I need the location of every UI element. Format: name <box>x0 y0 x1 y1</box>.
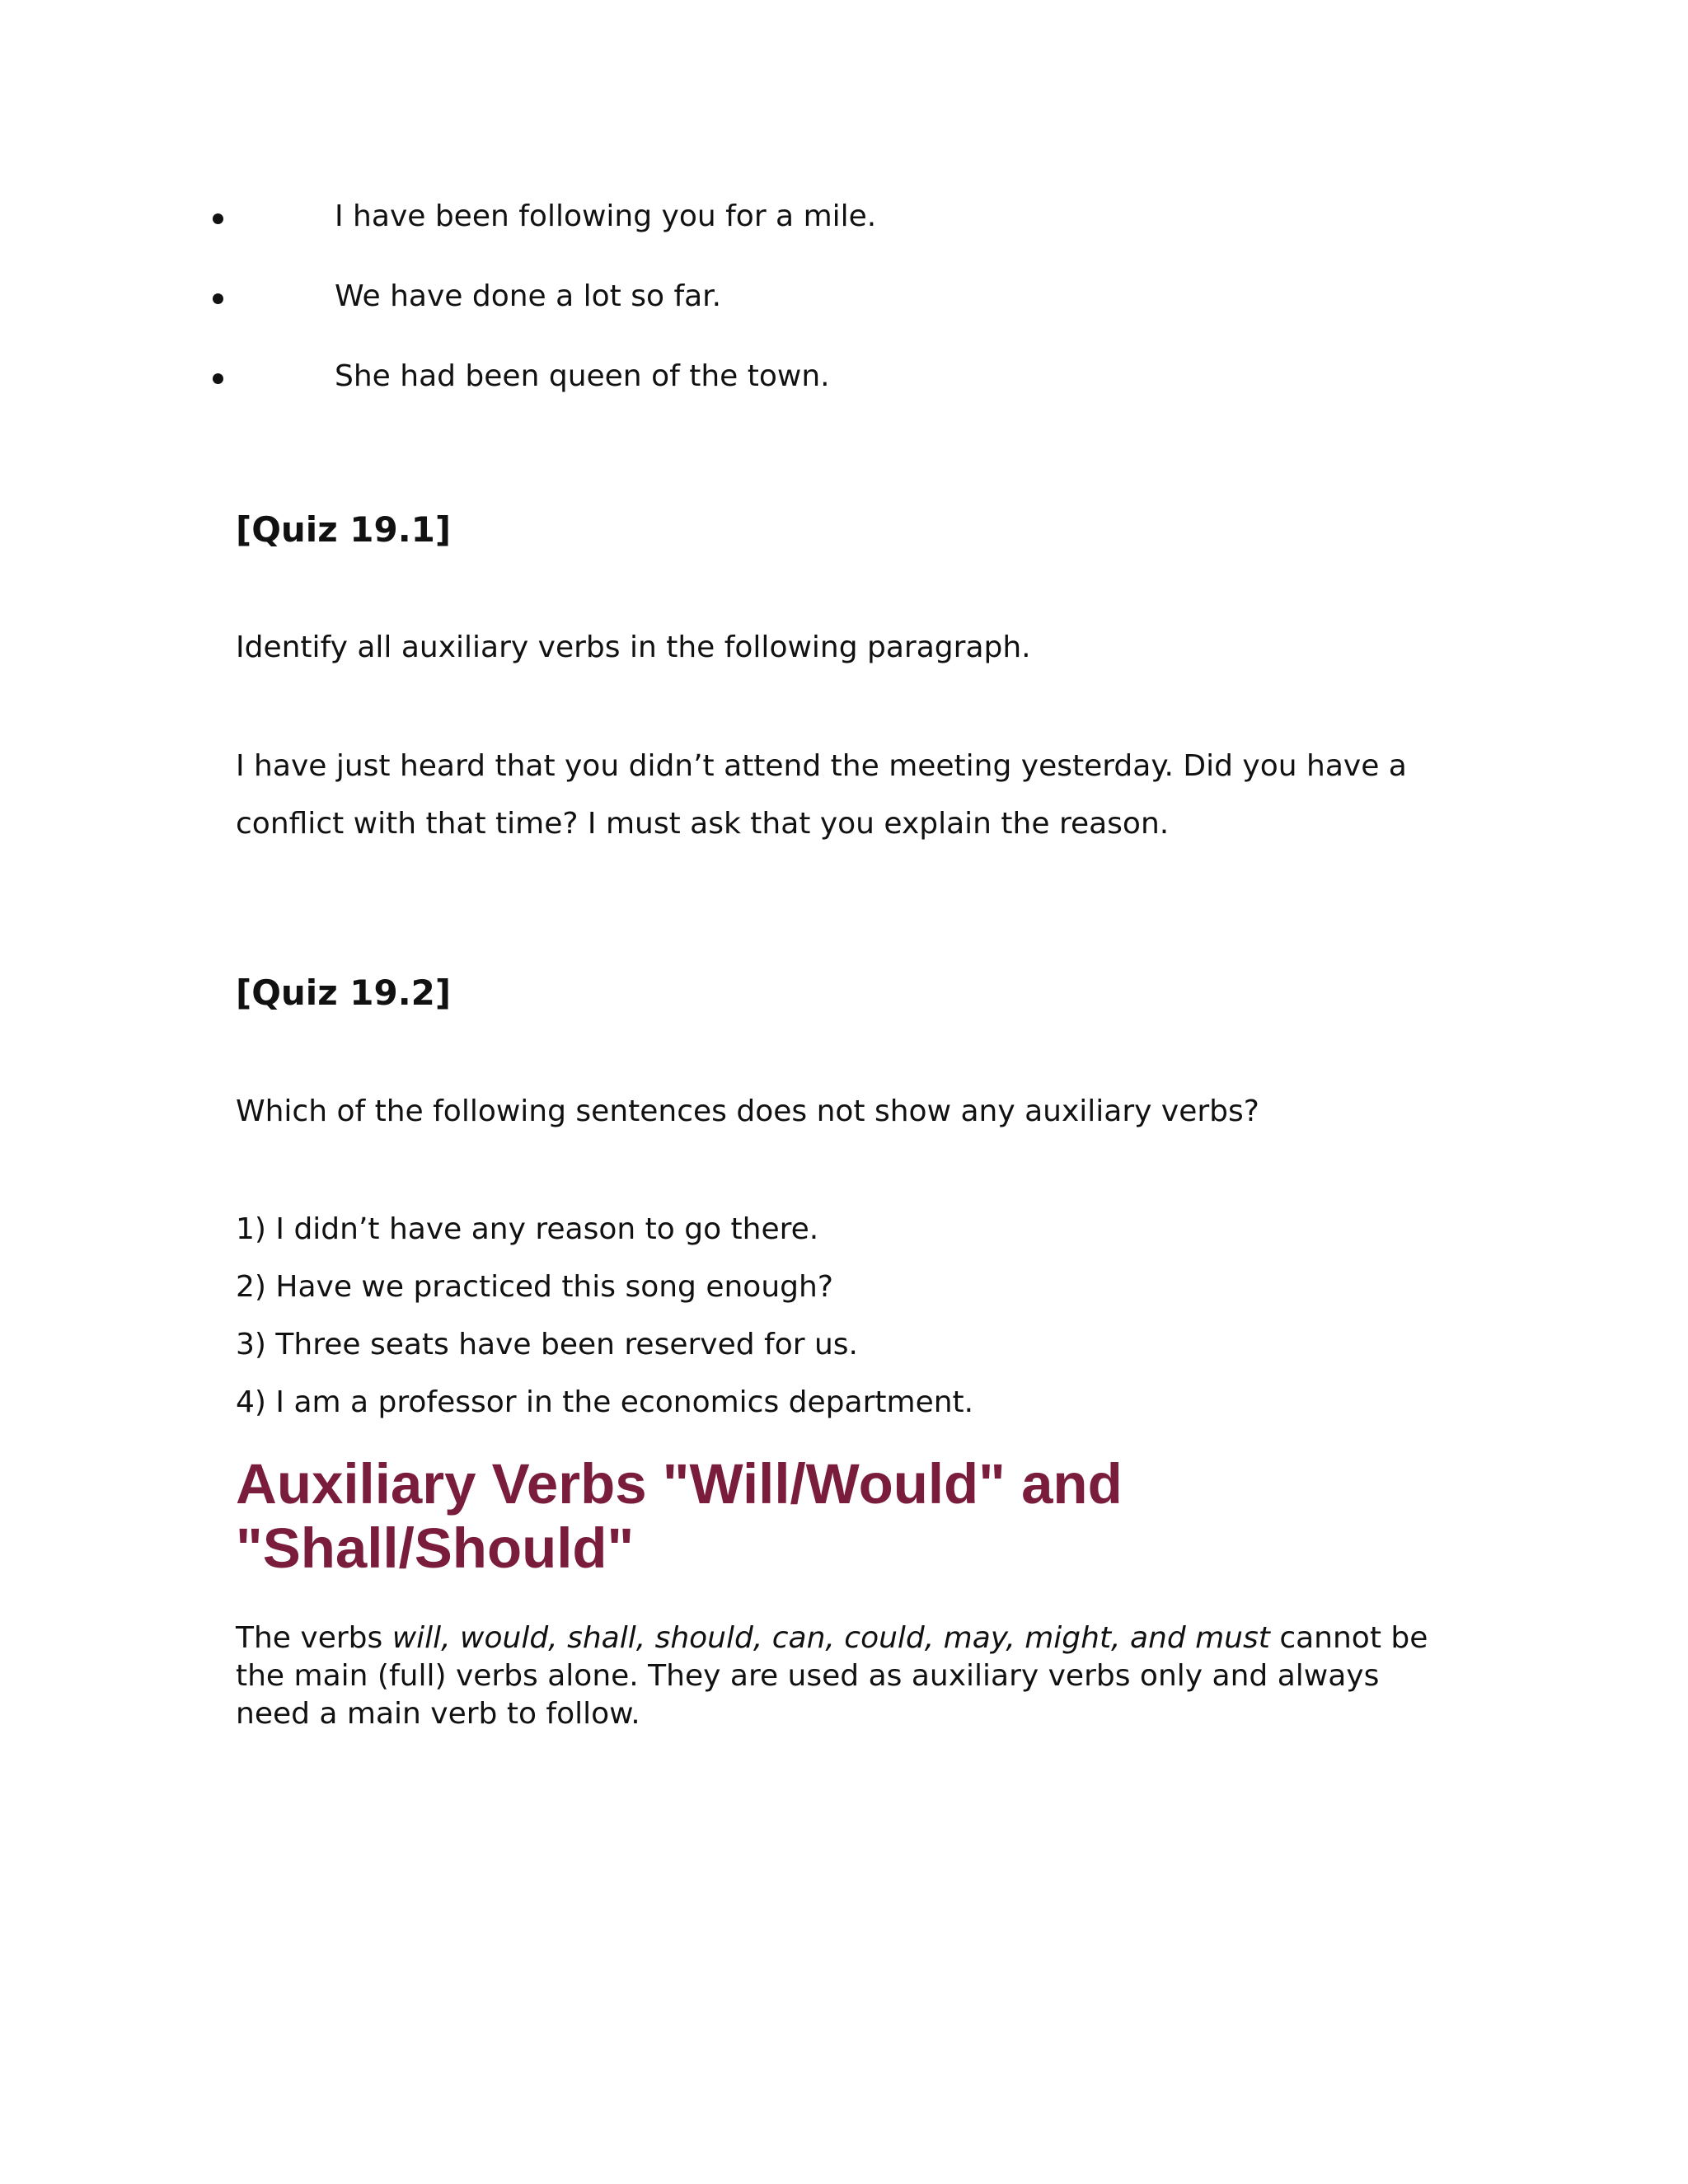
bullet-dot-icon <box>213 293 223 304</box>
section-intro-paragraph <box>236 1619 1456 1733</box>
quiz-19-1-paragraph-line: I have just heard that you didn’t attend the meeting yesterday. Did you have a <box>236 749 1407 783</box>
intro-prefix: The verbs <box>236 1621 392 1655</box>
quiz-19-2-instruction: Which of the following sentences does not show any auxiliary verbs? <box>236 1094 1259 1128</box>
bullet-item <box>0 354 1688 434</box>
quiz-option: 3) Three seats have been reserved for us. <box>236 1328 858 1361</box>
bullet-dot-icon <box>213 373 223 384</box>
bullet-text: She had been queen of the town. <box>335 359 830 393</box>
section-heading-line: Auxiliary Verbs "Will/Would" and <box>236 1452 1123 1516</box>
bullet-text: We have done a lot so far. <box>335 279 722 313</box>
section-heading <box>236 1452 1554 1581</box>
quiz-option: 1) I didn’t have any reason to go there. <box>236 1212 819 1246</box>
quiz-19-1-paragraph-line: conflict with that time? I must ask that you explain the reason. <box>236 807 1170 841</box>
example-bullet-list <box>0 194 1688 434</box>
bullet-text: I have been following you for a mile. <box>335 199 877 233</box>
bullet-item <box>0 194 1688 274</box>
quiz-19-1-paragraph <box>236 738 1472 853</box>
quiz-19-1-instruction: Identify all auxiliary verbs in the following paragraph. <box>236 630 1031 664</box>
intro-suffix: cannot be the main (full) verbs alone. They are used as auxiliary verbs only and always need a main verb to follow. <box>236 1621 1428 1731</box>
intro-verb-list: will, would, shall, should, can, could, may, might, and must <box>392 1621 1270 1655</box>
bullet-dot-icon <box>213 213 223 224</box>
quiz-19-1-title: [Quiz 19.1] <box>236 509 452 550</box>
section-heading-line: "Shall/Should" <box>236 1516 635 1580</box>
quiz-19-2-options <box>236 1201 1472 1432</box>
quiz-option: 2) Have we practiced this song enough? <box>236 1270 833 1304</box>
bullet-item <box>0 274 1688 354</box>
quiz-option: 4) I am a professor in the economics department. <box>236 1385 974 1419</box>
quiz-19-2-title: [Quiz 19.2] <box>236 972 452 1013</box>
